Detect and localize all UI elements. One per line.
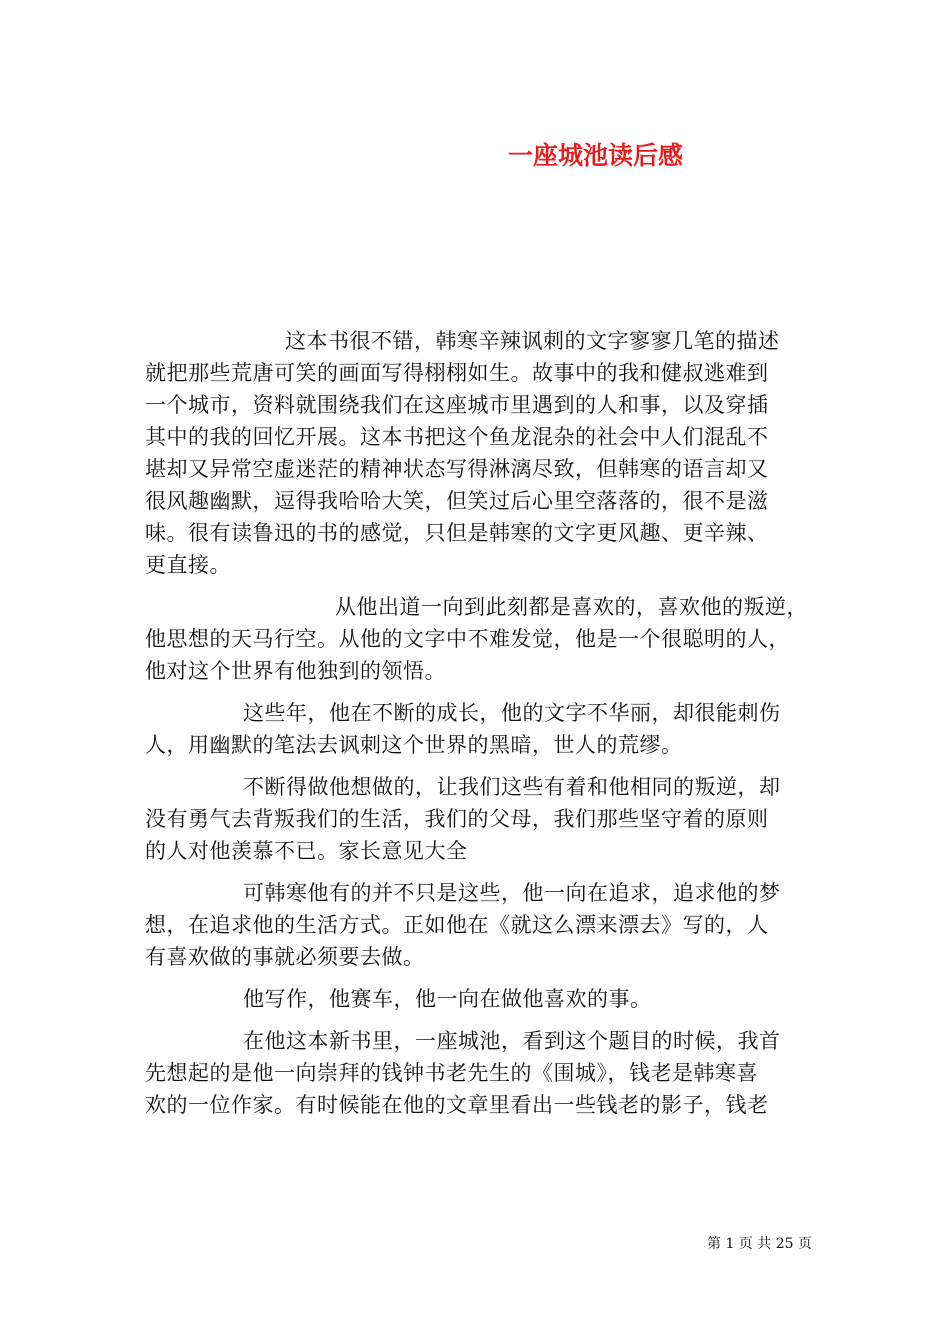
text-line: 想，在追求他的生活方式。正如他在《就这么漂来漂去》写的，人 xyxy=(145,913,769,937)
document-title: 一座城池读后感 xyxy=(508,141,684,170)
text-line: 堪却又异常空虚迷茫的精神状态写得淋漓尽致，但韩寒的语言却又 xyxy=(145,457,769,481)
text-line: 其中的我的回忆开展。这本书把这个鱼龙混杂的社会中人们混乱不 xyxy=(145,425,769,449)
text-line: 不断得做他想做的，让我们这些有着和他相同的叛逆，却 xyxy=(243,775,781,799)
document-body xyxy=(145,325,815,1121)
paragraph-1 xyxy=(145,325,815,581)
text-line: 更直接。 xyxy=(145,553,231,577)
text-line: 从他出道一向到此刻都是喜欢的，喜欢他的叛逆， xyxy=(335,595,808,619)
paragraph-2 xyxy=(145,591,815,687)
text-line: 欢的一位作家。有时候能在他的文章里看出一些钱老的影子，钱老 xyxy=(145,1093,769,1117)
paragraph-3 xyxy=(145,697,815,761)
text-line: 他写作，他赛车，他一向在做他喜欢的事。 xyxy=(243,987,652,1011)
text-line: 就把那些荒唐可笑的画面写得栩栩如生。故事中的我和健叔逃难到 xyxy=(145,361,769,385)
text-line: 先想起的是他一向崇拜的钱钟书老先生的《围城》，钱老是韩寒喜 xyxy=(145,1061,758,1085)
text-line: 一个城市，资料就围绕我们在这座城市里遇到的人和事，以及穿插 xyxy=(145,393,769,417)
text-line: 他对这个世界有他独到的领悟。 xyxy=(145,659,446,683)
paragraph-6 xyxy=(145,983,815,1015)
text-line: 没有勇气去背叛我们的生活，我们的父母，我们那些坚守着的原则 xyxy=(145,807,769,831)
page-number-footer: 第 1 页 共 25 页 xyxy=(707,1236,812,1252)
text-line: 可韩寒他有的并不只是这些，他一向在追求，追求他的梦 xyxy=(243,881,781,905)
text-line: 味。很有读鲁迅的书的感觉，只但是韩寒的文字更风趣、更辛辣、 xyxy=(145,521,769,545)
text-line: 这本书很不错，韩寒辛辣讽刺的文字寥寥几笔的描述 xyxy=(285,329,780,353)
text-line: 他思想的天马行空。从他的文字中不难发觉，他是一个很聪明的人， xyxy=(145,627,790,651)
text-line: 人，用幽默的笔法去讽刺这个世界的黑暗，世人的荒缪。 xyxy=(145,733,683,757)
paragraph-7 xyxy=(145,1025,815,1121)
text-line: 有喜欢做的事就必须要去做。 xyxy=(145,945,425,969)
text-line: 的人对他羡慕不已。家长意见大全 xyxy=(145,839,468,863)
text-line: 在他这本新书里，一座城池，看到这个题目的时候，我首 xyxy=(243,1029,781,1053)
text-line: 很风趣幽默，逗得我哈哈大笑，但笑过后心里空落落的，很不是滋 xyxy=(145,489,769,513)
paragraph-5 xyxy=(145,877,815,973)
paragraph-4 xyxy=(145,771,815,867)
text-line: 这些年，他在不断的成长，他的文字不华丽，却很能刺伤 xyxy=(243,701,781,725)
